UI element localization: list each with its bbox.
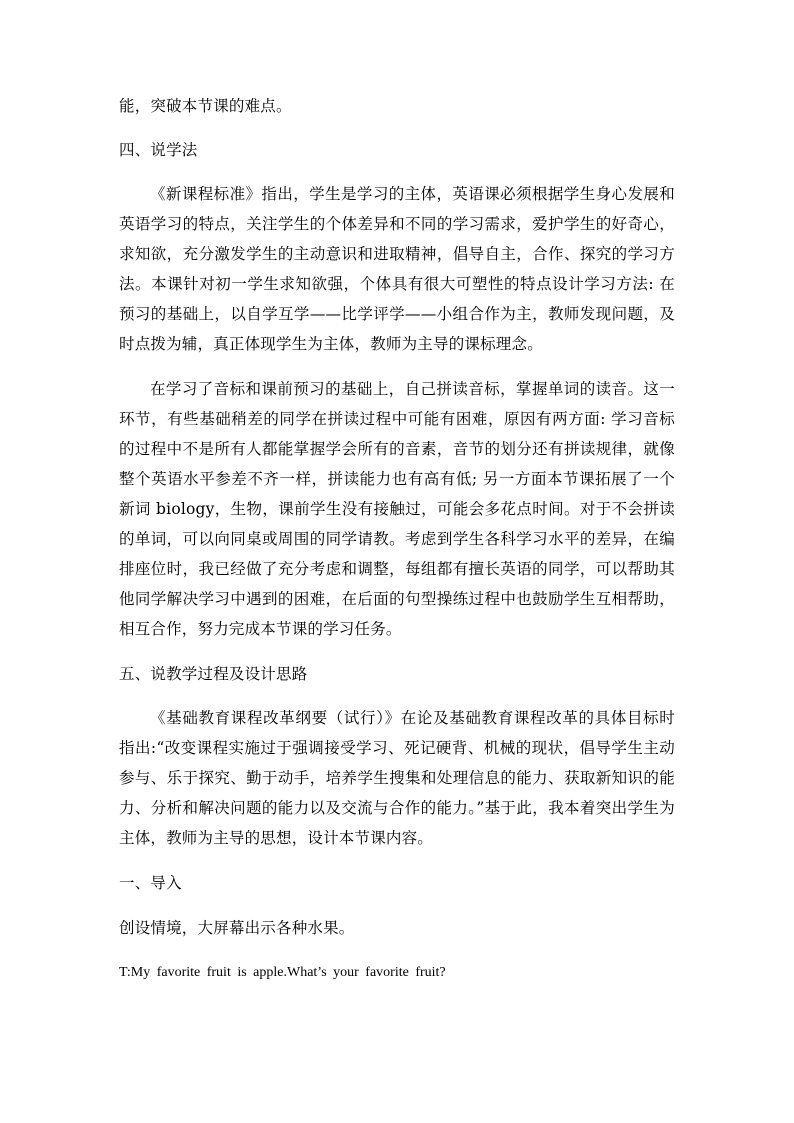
- paragraph-teacher-dialogue: T:My favorite fruit is apple.What’s your favorite fruit?: [119, 965, 446, 980]
- paragraph-scenario: 创设情境，大屏幕出示各种水果。: [119, 919, 355, 937]
- document-body: [119, 91, 675, 988]
- section-heading-teaching-process: 五、说教学过程及设计思路: [119, 665, 308, 683]
- paragraph-continuation: 能，突破本节课的难点。: [119, 97, 292, 115]
- paragraph-phonetic-practice: 在学习了音标和课前预习的基础上，自己拼读音标，掌握单词的读音。这一环节，有些基础稍差的同学在拼读过程中可能有困难，原因有两方面: 学习音标的过程中不是所有人都能掌握学会所有的音素，音节的划分还有拼读规律，就像整个英语水平参差不齐一样，拼读能力也有高有低; 另一方面本节课拓展了一个新词 biology，生物，课前学生没有接触过，可能会多花点时间。对于不会拼读的单词，可以向同桌或周围的同学请教。考虑到学生各科学习水平的差异，在编排座位时，我已经做了充分考虑和调整，每组都有擅长英语的同学，可以帮助其他同学解决学习中遇到的困难，在后面的句型操练过程中也鼓励学生互相帮助，相互合作，努力完成本节课的学习任务。: [119, 380, 675, 638]
- paragraph-reform-outline: 《基础教育课程改革纲要（试行）》在论及基础教育课程改革的具体目标时指出:“改变课程实施过于强调接受学习、死记硬背、机械的现状，倡导学生主动参与、乐于探究、勤于动手，培养学生搜集和处理信息的能力、获取新知识的能力、分析和解决问题的能力以及交流与合作的能力。”基于此，我本着突出学生为主体，教师为主导的思想，设计本节课内容。: [119, 709, 675, 847]
- paragraph-curriculum-standard: 《新课程标准》指出，学生是学习的主体，英语课必须根据学生身心发展和英语学习的特点，关注学生的个体差异和不同的学习需求，爱护学生的好奇心，求知欲，充分激发学生的主动意识和进取精神，倡导自主，合作、探究的学习方法。本课针对初一学生求知欲强，个体具有很大可塑性的特点设计学习方法: 在预习的基础上，以自学互学——比学评学——小组合作为主，教师发现问题，及时点拨为辅，真正体现学生为主体，教师为主导的课标理念。: [119, 185, 675, 353]
- section-heading-study-method: 四、说学法: [119, 141, 198, 159]
- subsection-heading-introduction: 一、导入: [119, 874, 182, 892]
